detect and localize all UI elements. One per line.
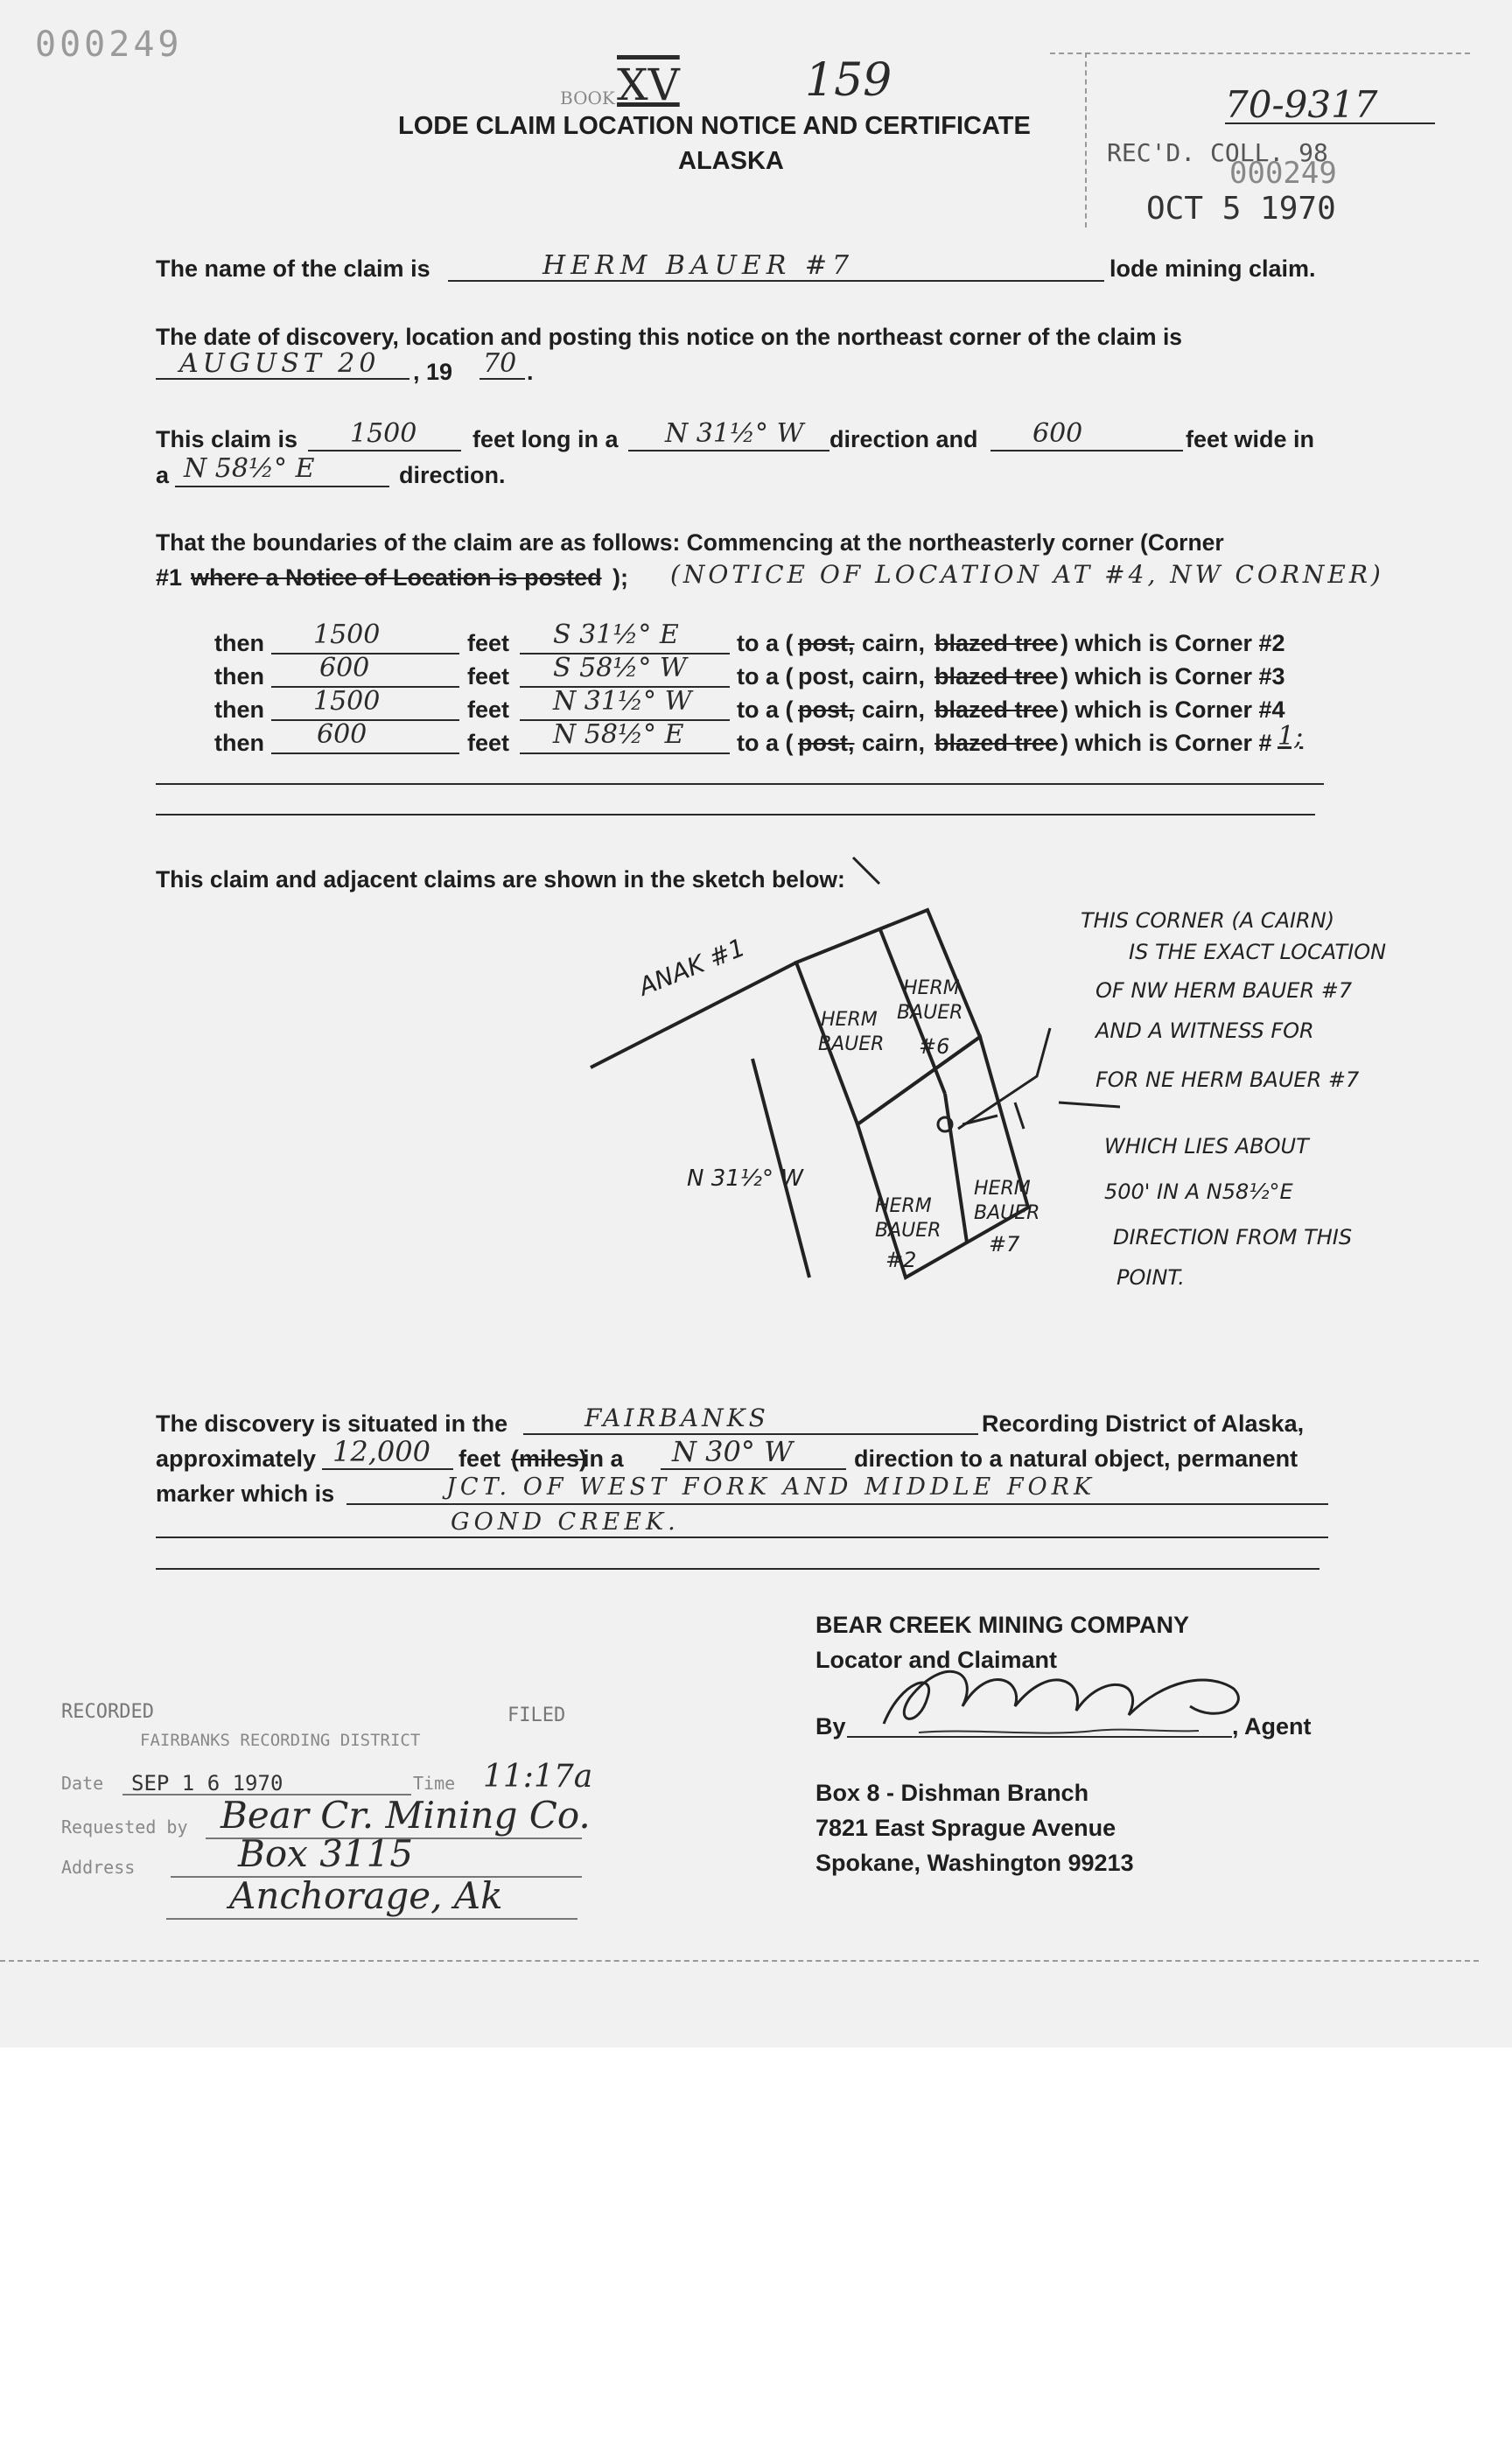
requested-address-1: Box 3115 (238, 1832, 414, 1875)
sketch-label: HERM (875, 1195, 932, 1217)
discovery-location-text-5: in a (583, 1446, 624, 1472)
width-direction-line (175, 486, 389, 487)
locator-agent: , Agent (1232, 1713, 1312, 1740)
dimensions-text-2: feet long in a (472, 426, 619, 452)
time-label: Time (413, 1773, 456, 1794)
date-label: Date (61, 1773, 104, 1794)
boundary-which: ) which is Corner #4 (1060, 696, 1285, 723)
boundary-to-a: to a ( (737, 696, 794, 723)
sketch-note-line: 500' IN A N58½°E (1104, 1180, 1293, 1204)
boundary-corner-number: 1; (1278, 721, 1304, 752)
boundary-distance: 600 (317, 719, 368, 750)
boundary-post: post, (798, 663, 855, 690)
scan-edge-line (0, 1960, 1479, 1962)
sketch-label: HERM (903, 977, 960, 999)
corner-number-stamp: 000249 (35, 24, 183, 65)
dashed-box-top (1050, 52, 1470, 54)
length-line (308, 450, 461, 452)
discovery-location-text-6: direction to a natural object, permanent (854, 1446, 1298, 1472)
boundary-post: post, (798, 696, 855, 723)
sketch-note-line: AND A WITNESS FOR (1096, 1018, 1314, 1043)
book-label: BOOK (560, 88, 615, 108)
boundary-tree: blazed tree (934, 696, 1059, 723)
locator-role: Locator and Claimant (816, 1647, 1058, 1673)
boundary-which: ) which is Corner #2 (1060, 630, 1285, 656)
sketch-label: BAUER (818, 1033, 885, 1055)
sketch-anak-label: ANAK #1 (634, 933, 750, 1002)
discovery-year-end: . (527, 359, 534, 385)
sketch-note-line: DIRECTION FROM THIS (1113, 1225, 1353, 1250)
boundary-to-a: to a ( (737, 663, 794, 690)
boundaries-note: (NOTICE OF LOCATION AT #4, NW CORNER) (670, 560, 1384, 589)
discovery-date-text: The date of discovery, location and posting this notice on the northeast corner of the claim is (156, 324, 1183, 350)
boundaries-close: ); (612, 564, 628, 591)
requested-address-2: Anchorage, Ak (229, 1874, 503, 1917)
sketch-label: #7 (989, 1232, 1020, 1256)
blank-line-2 (156, 814, 1315, 816)
document-title: LODE CLAIM LOCATION NOTICE AND CERTIFICATE (398, 112, 1031, 140)
dimensions-text-3: direction and (830, 426, 978, 452)
boundary-distance: 600 (319, 653, 370, 683)
filed-label: FILED (508, 1704, 566, 1726)
north-arrow-line (853, 858, 879, 884)
marker-description-1: JCT. OF WEST FORK AND MIDDLE FORK (446, 1474, 1096, 1501)
discovery-distance: 12,000 (332, 1435, 430, 1468)
dimensions-text-4: feet wide in (1186, 426, 1315, 452)
recorded-label: RECORDED (61, 1701, 154, 1723)
dimensions-text-1: This claim is (156, 426, 298, 452)
marker-line-1 (346, 1503, 1328, 1505)
discovery-direction: N 30° W (672, 1435, 793, 1468)
recording-district: FAIRBANKS (584, 1404, 769, 1432)
discovery-year-prefix: , 19 (413, 359, 453, 385)
requested-by: Bear Cr. Mining Co. (220, 1794, 591, 1837)
boundaries-corner-number: #1 (156, 564, 183, 591)
sketch-note-line: OF NW HERM BAUER #7 (1096, 978, 1353, 1003)
sketch-intro: This claim and adjacent claims are shown in the sketch below: (156, 866, 845, 892)
discovery-location-text-7: marker which is (156, 1480, 335, 1507)
claim-sketch (490, 840, 1488, 1382)
sketch-label: BAUER (875, 1220, 942, 1242)
recording-time: 11:17a (483, 1759, 593, 1795)
boundary-post: post, (798, 630, 855, 656)
recording-date: SEP 1 6 1970 (131, 1771, 284, 1796)
recording-district-label: FAIRBANKS RECORDING DISTRICT (140, 1731, 421, 1750)
boundary-feet: feet (467, 730, 510, 756)
dashed-box-left (1085, 52, 1087, 228)
boundary-then: then (214, 663, 264, 690)
sketch-note-line: FOR NE HERM BAUER #7 (1096, 1068, 1360, 1092)
boundary-distance: 1500 (313, 620, 381, 650)
sketch-bearing-label: N 31½° W (687, 1166, 803, 1192)
claim-name-value: HERM BAUER #7 (542, 250, 855, 281)
requested-label: Requested by (61, 1816, 188, 1838)
claim-name-prefix: The name of the claim is (156, 256, 430, 282)
received-stamp: REC'D. COLL. 98 (1107, 138, 1328, 167)
discovery-location-miles: (miles) (511, 1446, 588, 1472)
discovery-date-value: AUGUST 20 (179, 348, 381, 379)
sketch-label: #6 (919, 1034, 950, 1059)
document-subtitle: ALASKA (678, 147, 784, 175)
marker-line-3 (156, 1568, 1320, 1570)
claim-width-direction: N 58½° E (184, 453, 315, 484)
sketch-label: BAUER (974, 1202, 1040, 1224)
claim-length: 1500 (350, 418, 417, 449)
discovery-distance-line (322, 1468, 453, 1470)
locator-address-3: Spokane, Washington 99213 (816, 1850, 1134, 1876)
boundary-cairn: cairn, (862, 696, 926, 723)
boundary-to-a: to a ( (737, 730, 794, 756)
length-direction-line (628, 450, 830, 452)
boundary-then: then (214, 730, 264, 756)
boundary-bearing: S 31½° E (553, 620, 679, 650)
address-label: Address (61, 1857, 136, 1878)
received-stamp-date: OCT 5 1970 (1146, 191, 1336, 227)
boundary-distance: 1500 (313, 686, 381, 717)
page-number: 159 (805, 54, 892, 107)
claim-length-direction: N 31½° W (665, 418, 804, 449)
locator-by: By (816, 1713, 846, 1740)
width-line (990, 450, 1183, 452)
boundaries-intro: That the boundaries of the claim are as follows: Commencing at the northeasterly corner (Corner (156, 529, 1224, 556)
boundary-feet: feet (467, 696, 510, 723)
boundary-which: ) which is Corner #3 (1060, 663, 1285, 690)
boundary-cairn: cairn, (862, 630, 926, 656)
boundary-to-a: to a ( (737, 630, 794, 656)
sketch-note-line: IS THE EXACT LOCATION (1129, 940, 1387, 964)
record-number: 70-9317 (1225, 83, 1378, 126)
boundary-then: then (214, 696, 264, 723)
boundaries-struck-text: where a Notice of Location is posted (191, 564, 602, 591)
dimensions-text-5: a (156, 462, 170, 488)
claim-name-suffix: lode mining claim. (1110, 256, 1316, 282)
witness-arrow-line (962, 1116, 998, 1124)
boundary-distance-line (271, 752, 459, 754)
discovery-location-text-3: approximately (156, 1446, 317, 1472)
sketch-note-line: POINT. (1116, 1265, 1185, 1290)
boundary-feet: feet (467, 663, 510, 690)
locator-address-2: 7821 East Sprague Avenue (816, 1815, 1116, 1841)
boundary-feet: feet (467, 630, 510, 656)
boundary-tree: blazed tree (934, 663, 1059, 690)
discovery-location-text-4: feet (458, 1446, 501, 1472)
sketch-label: HERM (821, 1009, 878, 1031)
discovery-location-text-2: Recording District of Alaska, (982, 1410, 1305, 1437)
discovery-direction-line (661, 1468, 846, 1470)
dimensions-text-6: direction. (399, 462, 506, 488)
sketch-note (1081, 908, 1386, 1290)
witness-mark (1015, 1102, 1024, 1129)
discovery-location-text-1: The discovery is situated in the (156, 1410, 508, 1437)
boundary-cairn: cairn, (862, 730, 926, 756)
sketch-note-line: THIS CORNER (A CAIRN) (1081, 908, 1335, 933)
boundary-bearing: N 58½° E (553, 719, 684, 750)
boundary-cairn: cairn, (862, 663, 926, 690)
agent-signature (866, 1645, 1278, 1746)
boundary-then: then (214, 630, 264, 656)
marker-line-2 (156, 1536, 1328, 1538)
blank-line-1 (156, 783, 1324, 785)
boundary-bearing: S 58½° W (553, 653, 687, 683)
boundary-tree: blazed tree (934, 730, 1059, 756)
sketch-label: HERM (974, 1178, 1031, 1200)
locator-company: BEAR CREEK MINING COMPANY (816, 1612, 1190, 1638)
claim-block-lower-divider (945, 1094, 967, 1242)
received-stamp-number: 000249 (1229, 156, 1337, 191)
record-number-line (1225, 122, 1435, 124)
sketch-label: #2 (886, 1248, 917, 1272)
boundary-bearing: N 31½° W (553, 686, 692, 717)
boundary-post: post, (798, 730, 855, 756)
discovery-year-value: 70 (483, 348, 517, 379)
address-line-2 (166, 1918, 578, 1920)
boundary-which: ) which is Corner # (1060, 730, 1272, 756)
locator-address-1: Box 8 - Dishman Branch (816, 1780, 1089, 1806)
boundary-bearing-line (520, 752, 730, 754)
book-number: XV (617, 60, 680, 110)
sketch-label: BAUER (897, 1002, 963, 1024)
boundary-tree: blazed tree (934, 630, 1059, 656)
claim-width: 600 (1032, 418, 1083, 449)
witness-to-note-line (1059, 1102, 1120, 1107)
sketch-note-line: WHICH LIES ABOUT (1104, 1134, 1309, 1158)
marker-description-2: GOND CREEK. (451, 1508, 680, 1536)
